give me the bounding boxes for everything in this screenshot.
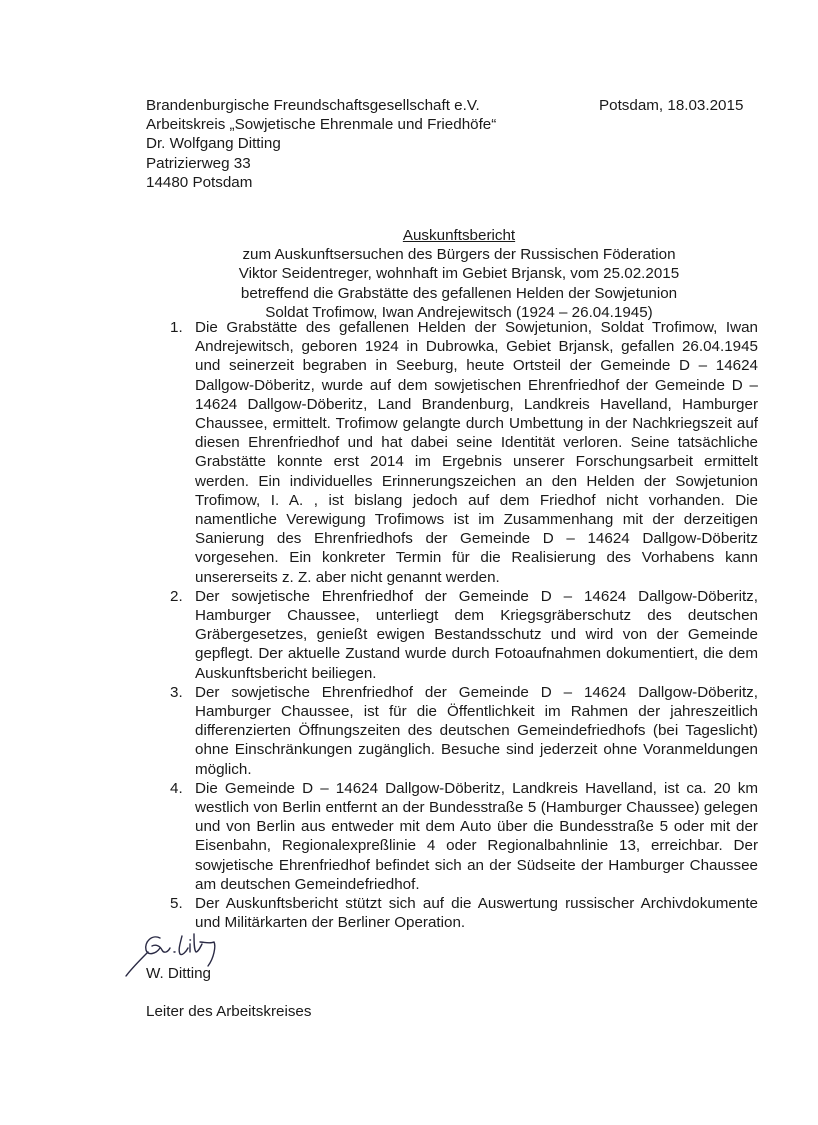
subject-line: Soldat Trofimow, Iwan Andrejewitsch (1924 – 26.04.1945) <box>265 303 653 321</box>
item-text: Die Grabstätte des gefallenen Helden der Sowjetunion, Soldat Trofimow, Iwan Andrejewitsch, geboren 1924 in Dubrowka, Gebiet Brjansk, gefallen 26.04.1945 und seinerzeit begraben in Seeburg, heute Ortsteil der Gemeinde D – 14624 Dallgow-Döberitz, wurde auf dem sowjetischen Ehrenfriedhof der Gemeinde D – 14624 Dallgow-Döberitz, Land Brandenburg, Landkreis Havelland, Hamburger Chaussee, ermittelt. Trofimow gelangte durch Umbettung in der Nachkriegszeit auf diesen Ehrenfriedhof und hat dabei seine Identität verloren. Seine tatsächliche Grabstätte konnte erst 2014 im Ergebnis unserer Forschungsarbeit ermittelt werden. Ein individuelles Erinnerungszeichen an den Helden der Sowjetunion Trofimow, I. A. , ist bislang jedoch auf dem Friedhof nicht vorhanden. Die namentliche Verewigung Trofimows ist im Zusammenhang mit der derzeitigen Sanierung des Ehrenfriedhofs der Gemeinde D – 14624 Dallgow-Döberitz vorgesehen. Ein konkreter Termin für die Realisierung des Vorhabens kann unsererseits z. Z. aber nicht genannt werden. <box>195 319 758 586</box>
subject-line: Viktor Seidentreger, wohnhaft im Gebiet Brjansk, vom 25.02.2015 <box>238 265 680 283</box>
subject-line: zum Auskunftsersuchen des Bürgers der Russischen Föderation <box>242 246 676 264</box>
item-number: 4. <box>170 779 183 797</box>
item-number: 1. <box>170 319 183 336</box>
sender-name: Dr. Wolfgang Ditting <box>146 135 281 153</box>
list-item <box>146 779 758 894</box>
item-text: Der sowjetische Ehrenfriedhof der Gemeinde D – 14624 Dallgow-Döberitz, Hamburger Chaussee, unterliegt dem Kriegsgräberschutz des deutschen Gräbergesetzes, genießt ewigen Bestandsschutz und wird von der Gemeinde gepflegt. Der aktuelle Zustand wurde durch Fotoaufnahmen dokumentiert, die dem Auskunftsbericht beiliegen. <box>195 587 758 682</box>
item-number: 3. <box>170 683 183 701</box>
signer-name: W. Ditting <box>146 965 211 982</box>
item-text: Die Gemeinde D – 14624 Dallgow-Döberitz, Landkreis Havelland, ist ca. 20 km westlich von Berlin entfernt an der Bundesstraße 5 (Hamburger Chaussee) gelegen und von Berlin aus entweder mit dem Auto über die Bundesstraße 5 oder mit der Eisenbahn, Regionalexpreßlinie 4 oder Regionalbahnlinie 13, erreichbar. Der sowjetische Ehrenfriedhof befindet sich an der Südseite der Hamburger Chaussee am deutschen Gemeindefriedhof. <box>195 779 758 893</box>
list-item <box>146 587 758 683</box>
list-item <box>146 318 758 587</box>
subject-block <box>146 226 772 322</box>
item-number: 5. <box>170 895 183 913</box>
item-text: Der Auskunftsbericht stützt sich auf die Auswertung russischer Archivdokumente und Militärkarten der Berliner Operation. <box>195 895 758 932</box>
item-text: Der sowjetische Ehrenfriedhof der Gemeinde D – 14624 Dallgow-Döberitz, Hamburger Chaussee, ist für die Öffentlichkeit im Rahmen der jahreszeitlich differenzierten Öffnungszeiten des deutschen Gemeindefriedhofs (bei Tageslicht) ohne Einschränkungen zugänglich. Besuche sind jederzeit ohne Voranmeldungen möglich. <box>195 683 758 778</box>
subject-line: betreffend die Grabstätte des gefallenen Helden der Sowjetunion <box>240 284 678 302</box>
document-title: Auskunftsbericht <box>402 227 516 244</box>
sender-address <box>146 96 496 192</box>
sender-street: Patrizierweg 33 <box>146 154 251 172</box>
list-item <box>146 894 758 932</box>
numbered-list <box>146 318 758 933</box>
signer-role: Leiter des Arbeitskreises <box>146 1003 312 1020</box>
sender-city: 14480 Potsdam <box>146 173 253 191</box>
sender-organization: Brandenburgische Freundschaftsgesellschaft e.V. <box>146 97 480 114</box>
item-number: 2. <box>170 587 183 605</box>
list-item <box>146 683 758 779</box>
letter-date: Potsdam, 18.03.2015 <box>599 97 744 114</box>
sender-working-group: Arbeitskreis „Sowjetische Ehrenmale und Friedhöfe“ <box>146 116 497 134</box>
